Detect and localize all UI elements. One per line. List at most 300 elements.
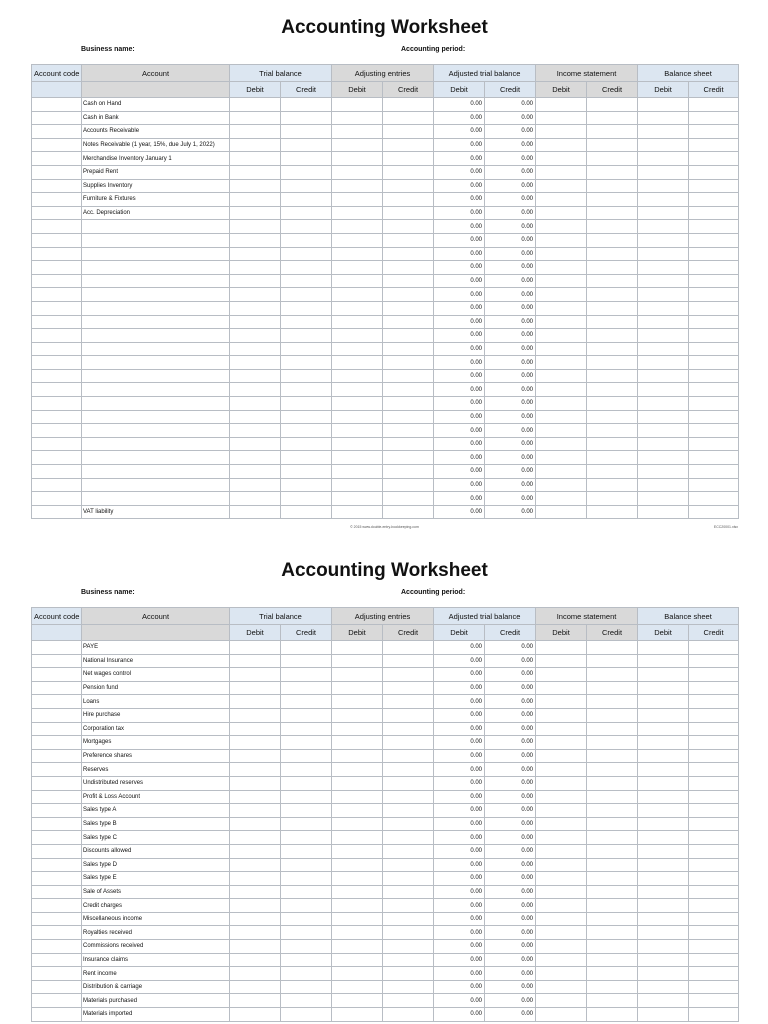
balance-credit-cell[interactable] [689, 668, 739, 682]
balance-credit-cell[interactable] [689, 695, 739, 709]
account-cell[interactable]: Sales type C [82, 831, 230, 845]
trial-credit-cell[interactable] [281, 138, 332, 152]
income-credit-cell[interactable] [587, 844, 638, 858]
account-cell[interactable] [82, 451, 230, 465]
balance-debit-cell[interactable] [638, 274, 689, 288]
account-code-cell[interactable] [32, 899, 82, 913]
balance-credit-cell[interactable] [689, 274, 739, 288]
adjusting-debit-cell[interactable] [332, 1008, 383, 1022]
account-code-cell[interactable] [32, 817, 82, 831]
adjusted-credit-cell[interactable]: 0.00 [485, 872, 536, 886]
adjusted-debit-cell[interactable]: 0.00 [434, 804, 485, 818]
income-debit-cell[interactable] [536, 695, 587, 709]
account-cell[interactable]: Notes Receivable (1 year, 15%, due July 1, 2022) [82, 138, 230, 152]
income-credit-cell[interactable] [587, 776, 638, 790]
income-debit-cell[interactable] [536, 953, 587, 967]
income-credit-cell[interactable] [587, 708, 638, 722]
balance-debit-cell[interactable] [638, 844, 689, 858]
balance-credit-cell[interactable] [689, 872, 739, 886]
adjusted-debit-cell[interactable]: 0.00 [434, 111, 485, 125]
income-credit-cell[interactable] [587, 790, 638, 804]
balance-debit-cell[interactable] [638, 926, 689, 940]
account-code-cell[interactable] [32, 967, 82, 981]
adjusting-debit-cell[interactable] [332, 356, 383, 370]
income-debit-cell[interactable] [536, 247, 587, 261]
adjusting-credit-cell[interactable] [383, 288, 434, 302]
adjusted-credit-cell[interactable]: 0.00 [485, 722, 536, 736]
adjusting-debit-cell[interactable] [332, 722, 383, 736]
income-credit-cell[interactable] [587, 424, 638, 438]
adjusting-debit-cell[interactable] [332, 641, 383, 655]
balance-debit-cell[interactable] [638, 111, 689, 125]
account-cell[interactable] [82, 301, 230, 315]
account-cell[interactable]: Hire purchase [82, 708, 230, 722]
balance-credit-cell[interactable] [689, 152, 739, 166]
account-code-cell[interactable] [32, 261, 82, 275]
income-credit-cell[interactable] [587, 261, 638, 275]
trial-credit-cell[interactable] [281, 681, 332, 695]
account-code-cell[interactable] [32, 329, 82, 343]
income-credit-cell[interactable] [587, 206, 638, 220]
trial-debit-cell[interactable] [230, 749, 281, 763]
adjusting-credit-cell[interactable] [383, 994, 434, 1008]
balance-credit-cell[interactable] [689, 736, 739, 750]
account-cell[interactable]: Merchandise Inventory January 1 [82, 152, 230, 166]
balance-credit-cell[interactable] [689, 776, 739, 790]
adjusted-credit-cell[interactable]: 0.00 [485, 804, 536, 818]
adjusted-credit-cell[interactable]: 0.00 [485, 736, 536, 750]
balance-debit-cell[interactable] [638, 152, 689, 166]
adjusted-credit-cell[interactable]: 0.00 [485, 885, 536, 899]
income-credit-cell[interactable] [587, 885, 638, 899]
adjusting-credit-cell[interactable] [383, 193, 434, 207]
income-credit-cell[interactable] [587, 437, 638, 451]
trial-credit-cell[interactable] [281, 383, 332, 397]
trial-debit-cell[interactable] [230, 858, 281, 872]
trial-debit-cell[interactable] [230, 98, 281, 112]
adjusted-credit-cell[interactable]: 0.00 [485, 505, 536, 519]
adjusted-credit-cell[interactable]: 0.00 [485, 437, 536, 451]
balance-debit-cell[interactable] [638, 125, 689, 139]
account-cell[interactable]: Sales type D [82, 858, 230, 872]
income-debit-cell[interactable] [536, 193, 587, 207]
income-credit-cell[interactable] [587, 111, 638, 125]
account-code-cell[interactable] [32, 315, 82, 329]
balance-debit-cell[interactable] [638, 329, 689, 343]
adjusted-credit-cell[interactable]: 0.00 [485, 940, 536, 954]
adjusted-debit-cell[interactable]: 0.00 [434, 885, 485, 899]
adjusted-debit-cell[interactable]: 0.00 [434, 465, 485, 479]
adjusting-credit-cell[interactable] [383, 478, 434, 492]
income-debit-cell[interactable] [536, 165, 587, 179]
adjusting-credit-cell[interactable] [383, 912, 434, 926]
adjusted-credit-cell[interactable]: 0.00 [485, 492, 536, 506]
account-cell[interactable]: Undistributed reserves [82, 776, 230, 790]
adjusted-debit-cell[interactable]: 0.00 [434, 708, 485, 722]
account-cell[interactable]: Insurance claims [82, 953, 230, 967]
adjusting-debit-cell[interactable] [332, 424, 383, 438]
trial-credit-cell[interactable] [281, 858, 332, 872]
adjusted-debit-cell[interactable]: 0.00 [434, 790, 485, 804]
account-cell[interactable] [82, 315, 230, 329]
income-debit-cell[interactable] [536, 722, 587, 736]
account-code-cell[interactable] [32, 695, 82, 709]
adjusted-credit-cell[interactable]: 0.00 [485, 817, 536, 831]
income-credit-cell[interactable] [587, 451, 638, 465]
adjusted-debit-cell[interactable]: 0.00 [434, 654, 485, 668]
account-cell[interactable]: Supplies Inventory [82, 179, 230, 193]
adjusting-debit-cell[interactable] [332, 233, 383, 247]
adjusting-credit-cell[interactable] [383, 505, 434, 519]
balance-credit-cell[interactable] [689, 844, 739, 858]
account-code-cell[interactable] [32, 858, 82, 872]
adjusted-debit-cell[interactable]: 0.00 [434, 125, 485, 139]
account-cell[interactable]: Materials imported [82, 1008, 230, 1022]
account-cell[interactable]: Discounts allowed [82, 844, 230, 858]
income-credit-cell[interactable] [587, 695, 638, 709]
adjusted-debit-cell[interactable]: 0.00 [434, 98, 485, 112]
adjusted-debit-cell[interactable]: 0.00 [434, 315, 485, 329]
account-code-cell[interactable] [32, 831, 82, 845]
balance-credit-cell[interactable] [689, 220, 739, 234]
adjusted-credit-cell[interactable]: 0.00 [485, 465, 536, 479]
adjusted-credit-cell[interactable]: 0.00 [485, 776, 536, 790]
adjusting-debit-cell[interactable] [332, 926, 383, 940]
income-credit-cell[interactable] [587, 763, 638, 777]
account-cell[interactable]: Rent income [82, 967, 230, 981]
account-cell[interactable] [82, 288, 230, 302]
adjusting-debit-cell[interactable] [332, 885, 383, 899]
adjusted-debit-cell[interactable]: 0.00 [434, 261, 485, 275]
trial-debit-cell[interactable] [230, 111, 281, 125]
income-credit-cell[interactable] [587, 179, 638, 193]
adjusted-credit-cell[interactable]: 0.00 [485, 681, 536, 695]
balance-credit-cell[interactable] [689, 831, 739, 845]
adjusting-credit-cell[interactable] [383, 315, 434, 329]
balance-credit-cell[interactable] [689, 749, 739, 763]
account-code-cell[interactable] [32, 736, 82, 750]
income-credit-cell[interactable] [587, 926, 638, 940]
balance-debit-cell[interactable] [638, 872, 689, 886]
account-cell[interactable] [82, 383, 230, 397]
account-cell[interactable]: Furniture & Fixtures [82, 193, 230, 207]
account-code-cell[interactable] [32, 641, 82, 655]
adjusted-debit-cell[interactable]: 0.00 [434, 817, 485, 831]
adjusting-debit-cell[interactable] [332, 790, 383, 804]
adjusted-credit-cell[interactable]: 0.00 [485, 233, 536, 247]
adjusting-credit-cell[interactable] [383, 1008, 434, 1022]
trial-credit-cell[interactable] [281, 397, 332, 411]
trial-credit-cell[interactable] [281, 193, 332, 207]
trial-debit-cell[interactable] [230, 125, 281, 139]
income-credit-cell[interactable] [587, 410, 638, 424]
account-code-cell[interactable] [32, 383, 82, 397]
trial-credit-cell[interactable] [281, 451, 332, 465]
trial-debit-cell[interactable] [230, 152, 281, 166]
trial-credit-cell[interactable] [281, 967, 332, 981]
trial-debit-cell[interactable] [230, 288, 281, 302]
account-code-cell[interactable] [32, 111, 82, 125]
trial-debit-cell[interactable] [230, 424, 281, 438]
trial-debit-cell[interactable] [230, 654, 281, 668]
account-cell[interactable] [82, 397, 230, 411]
balance-debit-cell[interactable] [638, 804, 689, 818]
account-cell[interactable]: PAYE [82, 641, 230, 655]
account-code-cell[interactable] [32, 410, 82, 424]
adjusting-credit-cell[interactable] [383, 708, 434, 722]
income-credit-cell[interactable] [587, 940, 638, 954]
adjusting-debit-cell[interactable] [332, 749, 383, 763]
adjusting-debit-cell[interactable] [332, 708, 383, 722]
adjusted-debit-cell[interactable]: 0.00 [434, 776, 485, 790]
income-debit-cell[interactable] [536, 749, 587, 763]
account-code-cell[interactable] [32, 872, 82, 886]
balance-credit-cell[interactable] [689, 410, 739, 424]
adjusting-credit-cell[interactable] [383, 776, 434, 790]
account-code-cell[interactable] [32, 220, 82, 234]
account-cell[interactable]: Sale of Assets [82, 885, 230, 899]
adjusting-debit-cell[interactable] [332, 165, 383, 179]
adjusted-credit-cell[interactable]: 0.00 [485, 356, 536, 370]
trial-debit-cell[interactable] [230, 220, 281, 234]
adjusting-credit-cell[interactable] [383, 98, 434, 112]
account-code-cell[interactable] [32, 478, 82, 492]
adjusted-credit-cell[interactable]: 0.00 [485, 994, 536, 1008]
adjusting-debit-cell[interactable] [332, 152, 383, 166]
adjusting-debit-cell[interactable] [332, 451, 383, 465]
income-debit-cell[interactable] [536, 994, 587, 1008]
balance-credit-cell[interactable] [689, 817, 739, 831]
adjusted-credit-cell[interactable]: 0.00 [485, 831, 536, 845]
adjusting-credit-cell[interactable] [383, 831, 434, 845]
adjusting-debit-cell[interactable] [332, 465, 383, 479]
adjusted-debit-cell[interactable]: 0.00 [434, 858, 485, 872]
account-cell[interactable] [82, 424, 230, 438]
income-debit-cell[interactable] [536, 940, 587, 954]
income-credit-cell[interactable] [587, 953, 638, 967]
balance-credit-cell[interactable] [689, 940, 739, 954]
trial-credit-cell[interactable] [281, 478, 332, 492]
adjusting-credit-cell[interactable] [383, 451, 434, 465]
trial-credit-cell[interactable] [281, 899, 332, 913]
adjusted-credit-cell[interactable]: 0.00 [485, 654, 536, 668]
account-cell[interactable] [82, 220, 230, 234]
balance-credit-cell[interactable] [689, 790, 739, 804]
income-credit-cell[interactable] [587, 478, 638, 492]
adjusting-debit-cell[interactable] [332, 315, 383, 329]
trial-credit-cell[interactable] [281, 179, 332, 193]
balance-credit-cell[interactable] [689, 641, 739, 655]
trial-debit-cell[interactable] [230, 790, 281, 804]
account-code-cell[interactable] [32, 274, 82, 288]
trial-debit-cell[interactable] [230, 465, 281, 479]
income-credit-cell[interactable] [587, 858, 638, 872]
adjusting-credit-cell[interactable] [383, 790, 434, 804]
balance-debit-cell[interactable] [638, 831, 689, 845]
balance-debit-cell[interactable] [638, 492, 689, 506]
account-cell[interactable]: Pension fund [82, 681, 230, 695]
adjusted-debit-cell[interactable]: 0.00 [434, 329, 485, 343]
account-code-cell[interactable] [32, 912, 82, 926]
income-debit-cell[interactable] [536, 424, 587, 438]
adjusting-debit-cell[interactable] [332, 478, 383, 492]
income-credit-cell[interactable] [587, 749, 638, 763]
adjusted-debit-cell[interactable]: 0.00 [434, 953, 485, 967]
income-credit-cell[interactable] [587, 899, 638, 913]
balance-debit-cell[interactable] [638, 451, 689, 465]
balance-debit-cell[interactable] [638, 681, 689, 695]
trial-debit-cell[interactable] [230, 994, 281, 1008]
income-debit-cell[interactable] [536, 329, 587, 343]
income-credit-cell[interactable] [587, 247, 638, 261]
balance-debit-cell[interactable] [638, 1008, 689, 1022]
account-code-cell[interactable] [32, 804, 82, 818]
account-cell[interactable]: Sales type A [82, 804, 230, 818]
adjusted-debit-cell[interactable]: 0.00 [434, 301, 485, 315]
adjusted-credit-cell[interactable]: 0.00 [485, 641, 536, 655]
adjusted-credit-cell[interactable]: 0.00 [485, 708, 536, 722]
balance-debit-cell[interactable] [638, 233, 689, 247]
income-debit-cell[interactable] [536, 233, 587, 247]
account-code-cell[interactable] [32, 247, 82, 261]
income-credit-cell[interactable] [587, 465, 638, 479]
income-debit-cell[interactable] [536, 641, 587, 655]
trial-credit-cell[interactable] [281, 505, 332, 519]
income-debit-cell[interactable] [536, 465, 587, 479]
trial-debit-cell[interactable] [230, 478, 281, 492]
adjusted-debit-cell[interactable]: 0.00 [434, 138, 485, 152]
trial-debit-cell[interactable] [230, 804, 281, 818]
adjusting-credit-cell[interactable] [383, 641, 434, 655]
adjusting-credit-cell[interactable] [383, 722, 434, 736]
adjusting-credit-cell[interactable] [383, 736, 434, 750]
account-cell[interactable]: Sales type B [82, 817, 230, 831]
adjusting-debit-cell[interactable] [332, 695, 383, 709]
adjusting-credit-cell[interactable] [383, 858, 434, 872]
adjusted-credit-cell[interactable]: 0.00 [485, 953, 536, 967]
income-debit-cell[interactable] [536, 681, 587, 695]
adjusting-debit-cell[interactable] [332, 274, 383, 288]
balance-credit-cell[interactable] [689, 206, 739, 220]
trial-credit-cell[interactable] [281, 369, 332, 383]
trial-credit-cell[interactable] [281, 804, 332, 818]
trial-credit-cell[interactable] [281, 342, 332, 356]
balance-credit-cell[interactable] [689, 926, 739, 940]
income-credit-cell[interactable] [587, 138, 638, 152]
adjusted-debit-cell[interactable]: 0.00 [434, 681, 485, 695]
trial-debit-cell[interactable] [230, 179, 281, 193]
adjusting-credit-cell[interactable] [383, 899, 434, 913]
account-code-cell[interactable] [32, 654, 82, 668]
adjusted-credit-cell[interactable]: 0.00 [485, 668, 536, 682]
balance-debit-cell[interactable] [638, 369, 689, 383]
trial-debit-cell[interactable] [230, 505, 281, 519]
trial-credit-cell[interactable] [281, 953, 332, 967]
account-cell[interactable] [82, 233, 230, 247]
income-credit-cell[interactable] [587, 681, 638, 695]
adjusted-credit-cell[interactable]: 0.00 [485, 967, 536, 981]
adjusting-debit-cell[interactable] [332, 125, 383, 139]
adjusted-debit-cell[interactable]: 0.00 [434, 668, 485, 682]
income-debit-cell[interactable] [536, 410, 587, 424]
income-credit-cell[interactable] [587, 274, 638, 288]
trial-credit-cell[interactable] [281, 274, 332, 288]
account-code-cell[interactable] [32, 125, 82, 139]
adjusting-debit-cell[interactable] [332, 763, 383, 777]
adjusting-credit-cell[interactable] [383, 872, 434, 886]
balance-debit-cell[interactable] [638, 193, 689, 207]
balance-debit-cell[interactable] [638, 708, 689, 722]
adjusted-debit-cell[interactable]: 0.00 [434, 994, 485, 1008]
adjusted-debit-cell[interactable]: 0.00 [434, 695, 485, 709]
adjusted-credit-cell[interactable]: 0.00 [485, 695, 536, 709]
trial-credit-cell[interactable] [281, 233, 332, 247]
adjusted-debit-cell[interactable]: 0.00 [434, 152, 485, 166]
income-credit-cell[interactable] [587, 369, 638, 383]
adjusting-debit-cell[interactable] [332, 342, 383, 356]
account-cell[interactable] [82, 274, 230, 288]
adjusted-debit-cell[interactable]: 0.00 [434, 369, 485, 383]
trial-credit-cell[interactable] [281, 1008, 332, 1022]
adjusted-credit-cell[interactable]: 0.00 [485, 193, 536, 207]
adjusted-credit-cell[interactable]: 0.00 [485, 397, 536, 411]
income-debit-cell[interactable] [536, 654, 587, 668]
account-cell[interactable]: VAT liability [82, 505, 230, 519]
account-code-cell[interactable] [32, 885, 82, 899]
balance-debit-cell[interactable] [638, 695, 689, 709]
trial-credit-cell[interactable] [281, 220, 332, 234]
account-code-cell[interactable] [32, 776, 82, 790]
income-debit-cell[interactable] [536, 98, 587, 112]
adjusted-debit-cell[interactable]: 0.00 [434, 233, 485, 247]
income-debit-cell[interactable] [536, 179, 587, 193]
adjusted-credit-cell[interactable]: 0.00 [485, 247, 536, 261]
account-cell[interactable]: Materials purchased [82, 994, 230, 1008]
adjusted-debit-cell[interactable]: 0.00 [434, 424, 485, 438]
trial-credit-cell[interactable] [281, 736, 332, 750]
adjusting-credit-cell[interactable] [383, 274, 434, 288]
account-code-cell[interactable] [32, 749, 82, 763]
adjusting-debit-cell[interactable] [332, 261, 383, 275]
balance-debit-cell[interactable] [638, 749, 689, 763]
adjusting-debit-cell[interactable] [332, 206, 383, 220]
balance-credit-cell[interactable] [689, 885, 739, 899]
trial-debit-cell[interactable] [230, 492, 281, 506]
adjusting-credit-cell[interactable] [383, 980, 434, 994]
balance-credit-cell[interactable] [689, 397, 739, 411]
trial-debit-cell[interactable] [230, 369, 281, 383]
account-cell[interactable]: Accounts Receivable [82, 125, 230, 139]
balance-debit-cell[interactable] [638, 641, 689, 655]
balance-credit-cell[interactable] [689, 424, 739, 438]
trial-credit-cell[interactable] [281, 831, 332, 845]
trial-debit-cell[interactable] [230, 872, 281, 886]
adjusting-debit-cell[interactable] [332, 831, 383, 845]
account-cell[interactable] [82, 410, 230, 424]
adjusting-credit-cell[interactable] [383, 397, 434, 411]
trial-credit-cell[interactable] [281, 261, 332, 275]
adjusted-debit-cell[interactable]: 0.00 [434, 410, 485, 424]
income-debit-cell[interactable] [536, 885, 587, 899]
income-debit-cell[interactable] [536, 899, 587, 913]
account-code-cell[interactable] [32, 722, 82, 736]
adjusting-debit-cell[interactable] [332, 247, 383, 261]
adjusted-debit-cell[interactable]: 0.00 [434, 288, 485, 302]
income-debit-cell[interactable] [536, 505, 587, 519]
income-debit-cell[interactable] [536, 668, 587, 682]
income-debit-cell[interactable] [536, 451, 587, 465]
balance-debit-cell[interactable] [638, 994, 689, 1008]
